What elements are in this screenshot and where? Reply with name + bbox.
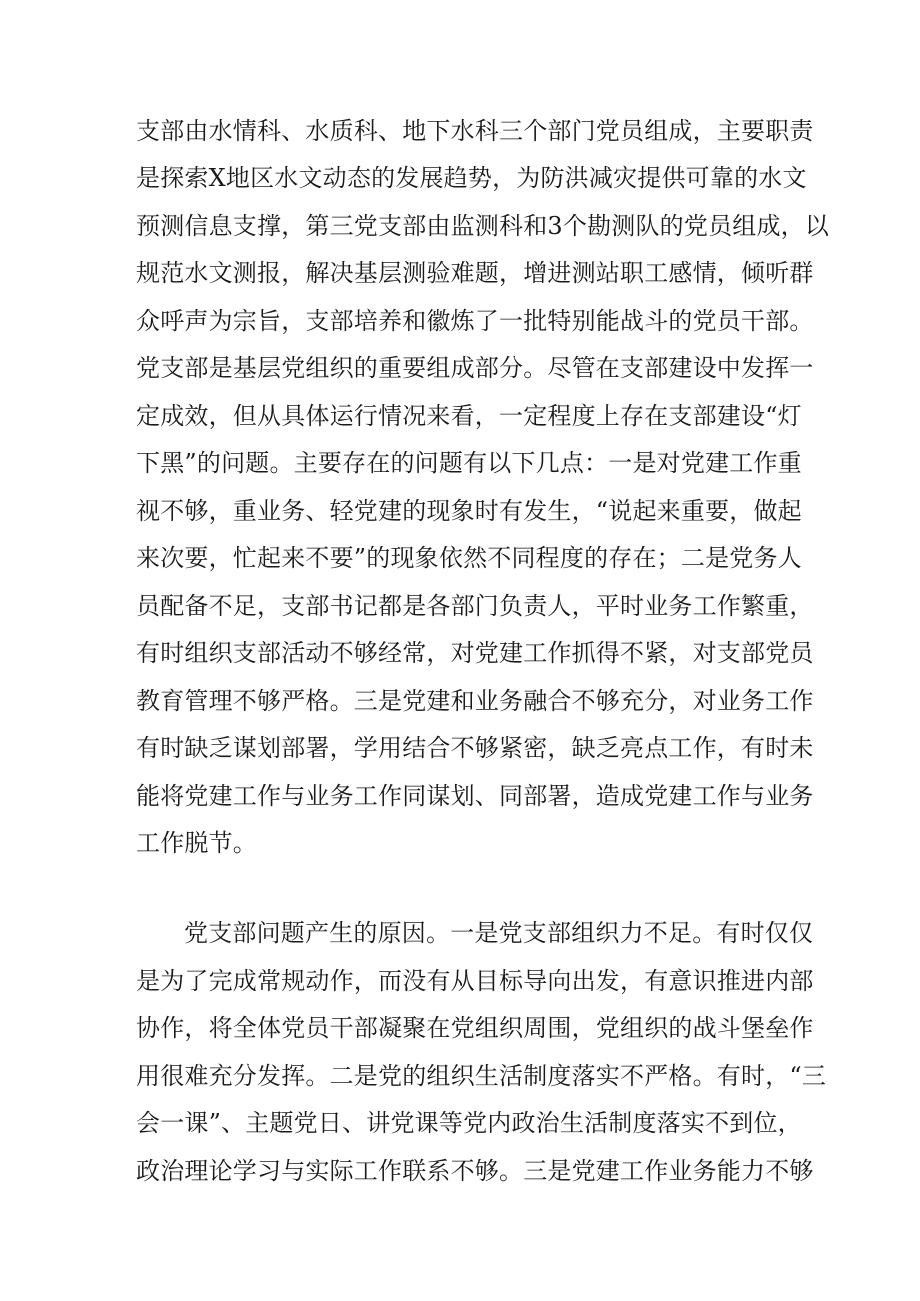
text-line: 下黑”的问题。主要存在的问题有以下几点：一是对党建工作重: [136, 449, 802, 477]
text-line: 规范水文测报，解决基层测验难题，增进测站职工感情，倾听群: [136, 259, 814, 287]
text-line: 有时缺乏谋划部署，学用结合不够紧密，缺乏亮点工作，有时未: [136, 734, 814, 762]
text-line: 有时组织支部活动不够经常，对党建工作抓得不紧，对支部党员: [136, 639, 814, 667]
text-line: 会一课”、主题党日、讲党课等党内政治生活制度落实不到位，: [136, 1109, 802, 1137]
text-line: 众呼声为宗旨，支部培养和徽炼了一批特别能战斗的党员干部。: [136, 307, 814, 335]
text-line: 党支部问题产生的原因。一是党支部组织力不足。有时仅仅: [184, 919, 814, 947]
text-line: 政治理论学习与实际工作联系不够。三是党建工作业务能力不够: [136, 1157, 814, 1185]
text-line: 工作脱节。: [136, 829, 257, 857]
text-line: 预测信息支撑，第三党支部由监测科和3个勘测队的党员组成，以: [136, 212, 830, 240]
text-line: 员配备不足，支部书记都是各部门负责人，平时业务工作繁重，: [136, 592, 814, 620]
text-line: 协作，将全体党员干部凝聚在党组织周围，党组织的战斗堡垒作: [136, 1014, 814, 1042]
text-line: 教育管理不够严格。三是党建和业务融合不够充分，对业务工作: [136, 687, 814, 715]
text-line: 党支部是基层党组织的重要组成部分。尽管在支部建设中发挥一: [136, 354, 814, 382]
text-line: 视不够，重业务、轻党建的现象时有发生，“说起来重要，做起: [136, 497, 802, 525]
text-line: 支部由水情科、水质科、地下水科三个部门党员组成，主要职责: [136, 117, 814, 145]
text-line: 定成效，但从具体运行情况来看，一定程度上存在支部建设“灯: [136, 402, 802, 430]
text-line: 来次要，忙起来不要”的现象依然不同程度的存在；二是党务人: [136, 544, 802, 572]
text-line: 能将党建工作与业务工作同谋划、同部署，造成党建工作与业务: [136, 782, 814, 810]
text-line: 是探索X地区水文动态的发展趋势，为防洪减灾提供可靠的水文: [136, 164, 807, 192]
text-line: 用很难充分发挥。二是党的组织生活制度落实不严格。有时，“三: [136, 1062, 827, 1090]
text-line: 是为了完成常规动作，而没有从目标导向出发，有意识推进内部: [136, 967, 814, 995]
